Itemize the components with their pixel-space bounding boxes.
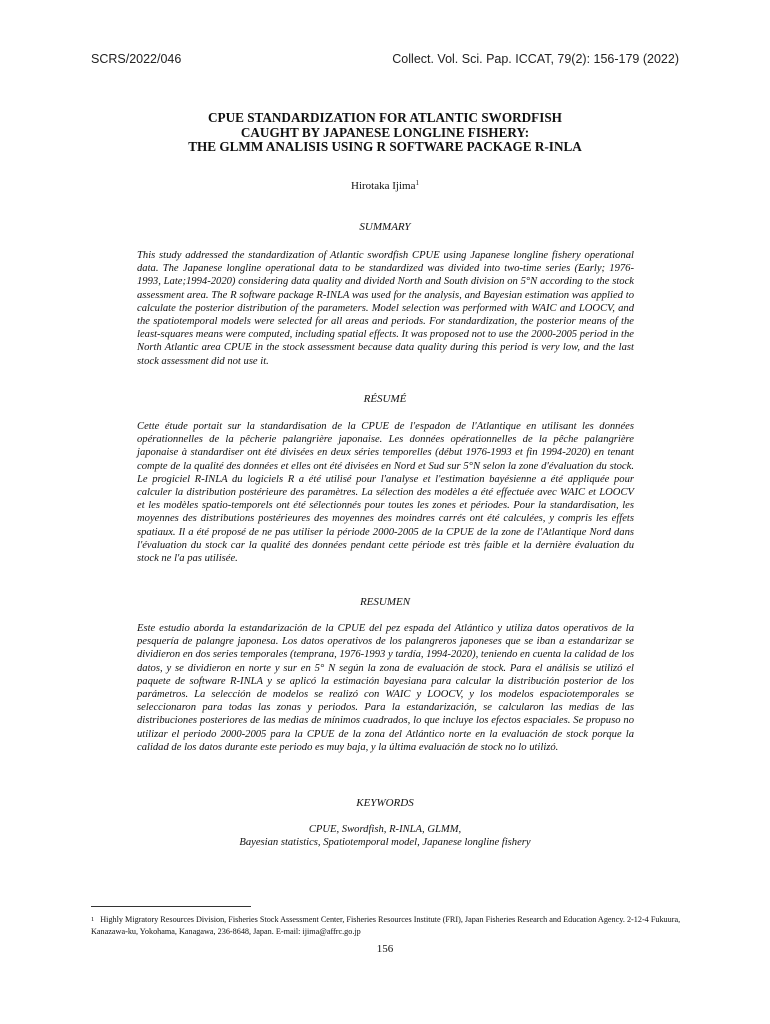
footnote-divider <box>91 906 251 907</box>
summary-heading: SUMMARY <box>359 221 411 233</box>
title-line: CPUE STANDARDIZATION FOR ATLANTIC SWORDFISH <box>208 110 562 125</box>
keywords-list <box>91 823 679 849</box>
resume-text: Cette étude portait sur la standardisation de la CPUE de l'espadon de l'Atlantique en utilisant les données opérationnelles de la pêcherie palangrière japonaise. Les données opérationnelles de la pêche palangrière japonaise à standardiser ont été divisées en deux séries temporelles (début 1976-1993 et fin 1994-2020) en tenant compte de la qualité des données et elles ont été divisées en Nord et Sud sur 5°N selon la zone d'évaluation du stock. Le progiciel R-INLA du logiciels R a été utilisé pour l'analyse et l'estimation bayésienne a été appliquée pour calculer la distribution postérieure des paramètres. La sélection des modèles a été effectuée avec WAIC et LOOCV et les modèles spatio-temporels ont été sélectionnés pour toutes les zones et périodes. Pour la standardisation, les moyennes des distributions postérieures des moyennes des moindres carrés ont été calculées, y compris les effets spatiaux. Il a été proposé de ne pas utiliser la période 2000-2005 de la CPUE de la zone de l'Atlantique Nord dans l'évaluation du stock car la qualité des données pendant cette période est très faible et la dernière évaluation du stock ne l'a pas utilisée. <box>137 421 634 565</box>
keywords-line: CPUE, Swordfish, R-INLA, GLMM, <box>308 824 462 835</box>
author-footnote-mark: 1 <box>415 179 419 187</box>
document-code: SCRS/2022/046 <box>91 52 182 66</box>
page-number: 156 <box>376 943 394 955</box>
keywords-line: Bayesian statistics, Spatiotemporal model, Japanese longline fishery <box>239 837 531 849</box>
paper-title <box>91 111 679 155</box>
footnote-mark: 1 <box>91 916 95 923</box>
footnote <box>91 914 681 937</box>
resumen-heading: RESUMEN <box>359 596 411 608</box>
resume-heading: RÉSUMÉ <box>363 393 407 405</box>
title-line: THE GLMM ANALISIS USING R SOFTWARE PACKAGE R-INLA <box>188 139 582 154</box>
resumen-text: Este estudio aborda la estandarización de la CPUE del pez espada del Atlántico y utiliza datos operativos de la pesquería de palangre japonesa. Los datos operativos de los palangreros japoneses que se iban a estandarizar se dividieron en dos series temporales (temprana, 1976-1993 y tardía, 1994-2020), teniendo en cuenta la calidad de los datos, y se dividieron en norte y sur en 5° N según la zona de evaluación de stock. Para el análisis se utilizó el paquete de software R-INLA y se aplicó la estimación bayesiana para calcular la distribución posterior de los parámetros. La selección de modelos se realizó con WAIC y LOOCV, y los modelos espaciotemporales se seleccionaron para todas las zonas y periodos. Para la estandarización, se calcularon las medias de las distribuciones posteriores de las medias de mínimos cuadrados, lo que incluye los efectos espaciales. Se propuso no utilizar el periodo 2000-2005 para la CPUE de la zona del Atlántico norte en la evaluación de stock porque la calidad de los datos durante este periodo es muy baja, y la última evaluación de stock no lo utilizó. <box>137 623 634 753</box>
journal-citation: Collect. Vol. Sci. Pap. ICCAT, 79(2): 156-179 (2022) <box>392 52 679 66</box>
keywords-heading: KEYWORDS <box>356 797 414 809</box>
author-line <box>91 180 679 192</box>
author-name: Hirotaka Ijima <box>351 180 416 192</box>
running-header <box>91 52 679 70</box>
summary-text: This study addressed the standardization of Atlantic swordfish CPUE using Japanese longline fishery operational data. The Japanese longline operational data to be standardized was divided into two-time series (Early; 1976-1993, Late;1994-2020) considering data quality and divided North and South division on 5°N according to the stock assessment area. The R software package R-INLA was used for the analysis, and Bayesian estimation was applied to calculate the posterior distribution of the parameters. Model selection was performed with WAIC and LOOCV, and the spatiotemporal models were selected for all areas and periods. For standardization, the posterior means of the least-squares means were computed, including spatial effects. It was proposed not to use the 2000-2005 period in the North Atlantic area CPUE in the stock assessment because data quality during this period is very low, and the last stock assessment did not use it. <box>137 250 634 367</box>
title-line: CAUGHT BY JAPANESE LONGLINE FISHERY: <box>240 124 530 140</box>
footnote-text: Highly Migratory Resources Division, Fisheries Stock Assessment Center, Fisheries Resources Institute (FRI), Japan Fisheries Research and Education Agency. 2-12-4 Fukuura, Kanazawa-ku, Yokohama, Kanagawa, 236-8648, Japan. E-mail: ijima@affrc.go.jp <box>91 915 681 936</box>
